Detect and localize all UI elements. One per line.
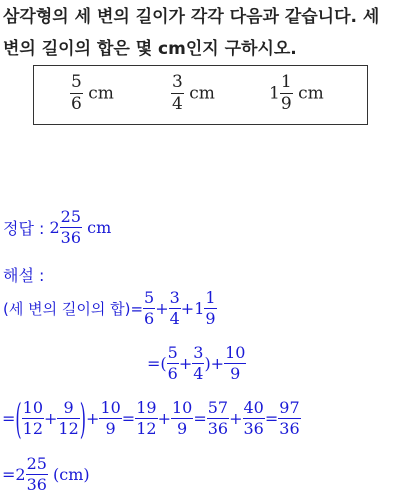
explanation-label: 해설 : (3, 266, 45, 285)
question-line-1: 삼각형의 세 변의 길이가 각각 다음과 같습니다. 세 (3, 7, 380, 27)
answer-label: 정답 : (3, 219, 45, 238)
answer-line (3, 209, 111, 246)
fraction-numerator: 1 (205, 288, 216, 307)
fraction-numerator: 97 (279, 398, 300, 417)
fraction-numerator: 57 (207, 398, 229, 417)
fraction-numerator: 10 (22, 398, 44, 417)
fraction-denominator: 36 (279, 419, 300, 438)
answer-numerator: 25 (60, 207, 82, 226)
fraction-denominator: 9 (224, 363, 246, 382)
fraction-numerator: 3 (169, 288, 180, 307)
fraction-denominator: 6 (167, 364, 178, 383)
final-whole: 2 (15, 465, 26, 484)
mixed-whole: 1 (194, 299, 205, 318)
length-2-unit: cm (189, 83, 215, 104)
length-item-3 (269, 74, 324, 113)
final-denominator: 36 (26, 475, 47, 494)
fraction-denominator: 36 (207, 419, 229, 438)
explanation-line-2: =( $\frac{5}{6}$ + $\frac{3}{4}$ )+ $\frac{10}{9}$ (147, 343, 246, 383)
fraction-numerator: 10 (100, 398, 121, 417)
length-3-whole: 1 (269, 83, 280, 104)
answer-denominator: 36 (60, 228, 82, 247)
lengths-box (33, 65, 368, 125)
fraction-denominator: 6 (144, 309, 155, 328)
explanation-line-3: =( $\frac{10}{12}$ + $\frac{9}{12}$ )+ $\frac{10}{9}$ = $\frac{19}{12}$ + $\frac{10}{9}$ = $\frac{57}{36}$ + $\frac{40}{36}$ = $\frac{97}{36}$ (2, 393, 300, 444)
length-item-2 (171, 74, 215, 113)
sum-label: (세 변의 길이의 합)= (3, 300, 144, 318)
length-1-denominator: 6 (71, 94, 82, 114)
explanation-line-4: =2 $\frac{25}{36}$ (cm) (2, 454, 90, 494)
fraction-numerator: 19 (136, 398, 157, 417)
answer-unit: cm (87, 218, 112, 237)
fraction-numerator: 10 (171, 398, 193, 417)
fraction-numerator: 5 (167, 343, 178, 362)
length-1-unit: cm (88, 83, 114, 104)
length-2-numerator: 3 (172, 72, 183, 92)
fraction-numerator: 10 (225, 343, 246, 362)
length-2-denominator: 4 (172, 94, 183, 114)
length-item-1 (70, 74, 114, 113)
final-numerator: 25 (26, 454, 47, 473)
fraction-denominator: 12 (58, 419, 79, 438)
fraction-denominator: 12 (22, 419, 44, 438)
fraction-denominator: 9 (205, 309, 216, 328)
fraction-denominator: 36 (243, 419, 264, 438)
final-unit: (cm) (53, 465, 90, 484)
fraction-numerator: 3 (193, 343, 204, 362)
fraction-denominator: 4 (193, 364, 204, 383)
fraction-denominator: 9 (99, 418, 121, 437)
fraction-denominator: 4 (169, 309, 180, 328)
length-3-numerator: 1 (280, 72, 292, 92)
fraction-denominator: 12 (136, 419, 157, 438)
length-1-numerator: 5 (71, 72, 82, 92)
explanation-line-1: (세 변의 길이의 합)= $\frac{5}{6}$ + $\frac{3}{4}$ +1 $\frac{1}{9}$ (3, 288, 216, 328)
question-line-2: 변의 길이의 합은 몇 cm인지 구하시오. (3, 39, 297, 59)
answer-whole: 2 (49, 218, 60, 237)
fraction-denominator: 9 (171, 418, 193, 437)
fraction-numerator: 40 (243, 398, 264, 417)
fraction-numerator: 9 (63, 398, 74, 417)
length-3-denominator: 9 (280, 94, 292, 114)
fraction-numerator: 5 (144, 288, 155, 307)
length-3-unit: cm (298, 83, 324, 104)
